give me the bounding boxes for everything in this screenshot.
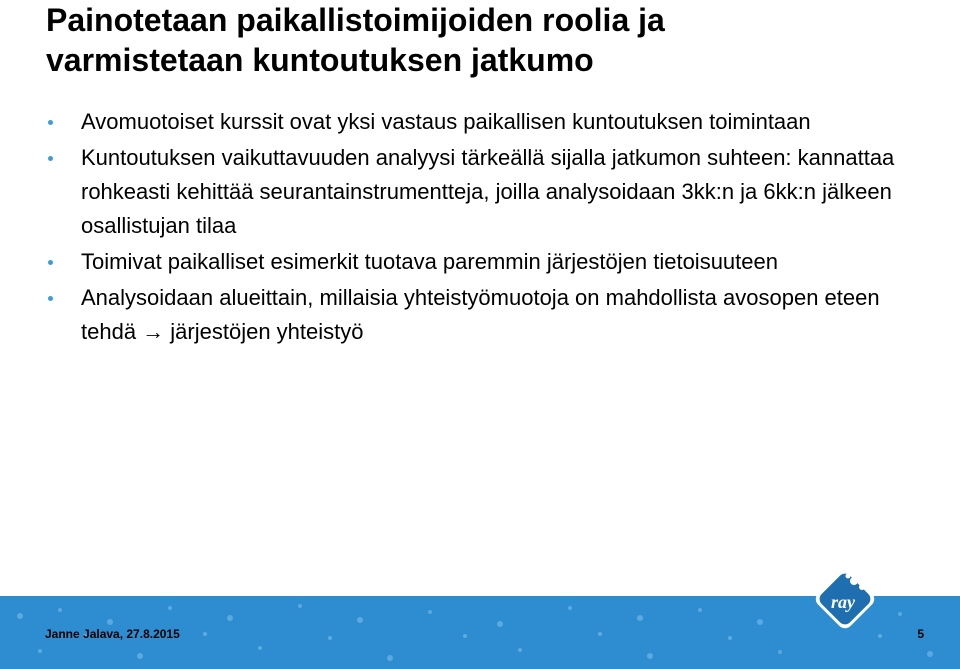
- bullet-text: Toimivat paikalliset esimerkit tuotava paremmin järjestöjen tietoisuuteen: [81, 249, 778, 274]
- bullet-item: [48, 141, 928, 243]
- bullet-text: Analysoidaan alueittain, millaisia yhteistyömuotoja on mahdollista avosopen eteen tehdä → järjestöjen yhteistyö: [81, 285, 880, 344]
- bullet-dot-icon: [48, 296, 53, 301]
- bullet-dot-icon: [48, 260, 53, 265]
- logo-text: ray: [831, 592, 855, 612]
- title-line-2: varmistetaan kuntoutuksen jatkumo: [46, 42, 594, 78]
- bullet-text: Kuntoutuksen vaikuttavuuden analyysi tärkeällä sijalla jatkumon suhteen: kannattaa rohkeasti kehittää seurantainstrumentteja, joilla analysoidaan 3kk:n ja 6kk:n jälkeen osallistujan tilaa: [81, 145, 895, 238]
- bullet-item: [48, 105, 928, 139]
- bullet-dot-icon: [48, 120, 53, 125]
- ray-logo: [808, 562, 882, 636]
- bullet-dot-icon: [48, 156, 53, 161]
- footer-page-number: 5: [917, 627, 924, 641]
- bullet-item: [48, 245, 928, 279]
- title-line-1: Painotetaan paikallistoimijoiden roolia ja: [46, 2, 665, 38]
- bullet-list: [48, 105, 928, 351]
- slide-title: [46, 0, 926, 80]
- ray-logo-icon: [808, 562, 882, 636]
- footer-author-date: Janne Jalava, 27.8.2015: [45, 627, 180, 641]
- bullet-text: Avomuotoiset kurssit ovat yksi vastaus paikallisen kuntoutuksen toimintaan: [81, 109, 811, 134]
- bullet-item: [48, 281, 928, 349]
